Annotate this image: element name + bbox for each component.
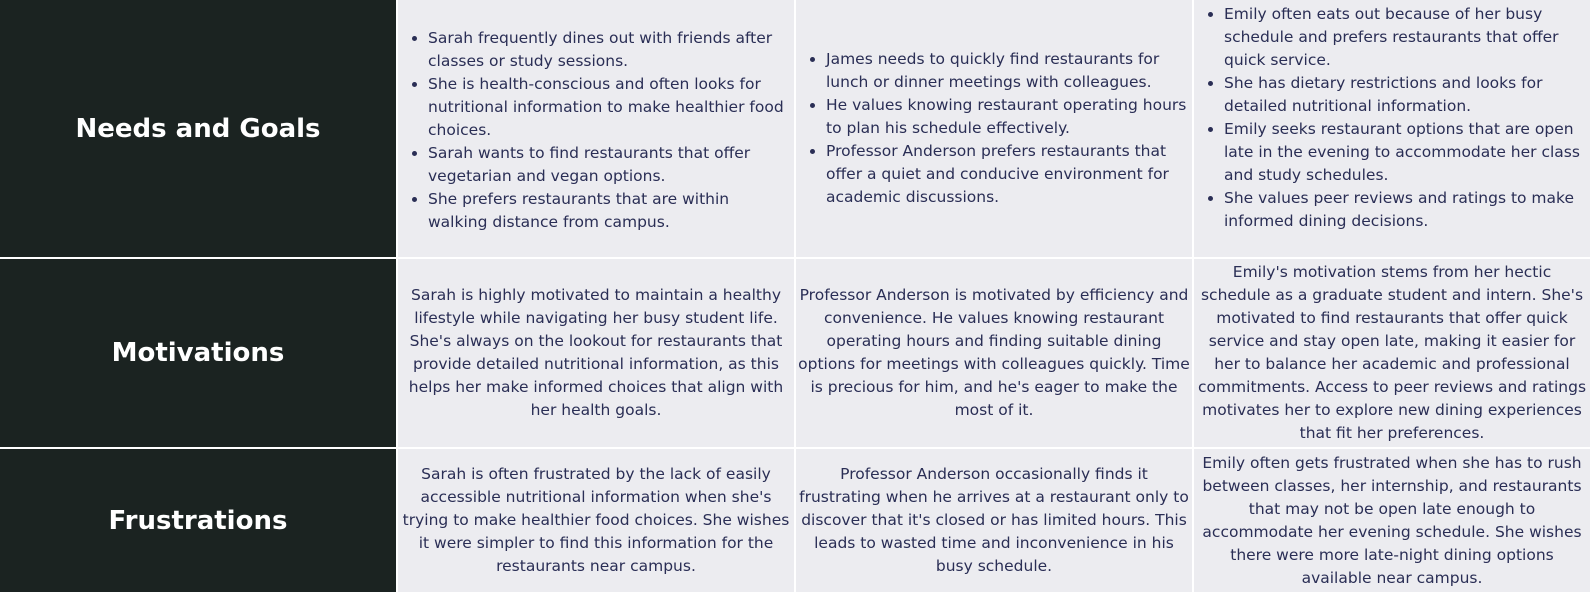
list-item: • She prefers restaurants that are within walking distance from campus.: [428, 188, 790, 234]
row-header-frustrations: [0, 449, 396, 592]
frustrations-text-emily: Emily often gets frustrated when she has to rush between classes, her internship, and restaurants that may not be open late enough to accommodate her evening schedule. She wishes there were more late-night dining options available near campus.: [1202, 453, 1582, 587]
list-item: • He values knowing restaurant operating hours to plan his schedule effectively.: [826, 94, 1188, 140]
frustrations-text-james: Professor Anderson occasionally finds it frustrating when he arrives at a restaurant only to discover that it's closed or has limited hours. This leads to wasted time and inconvenience in his busy schedule.: [799, 465, 1189, 575]
needs-list-emily: [1194, 3, 1590, 233]
list-item: • She has dietary restrictions and looks for detailed nutritional information.: [1224, 72, 1586, 118]
motivations-cell-sarah: [396, 259, 794, 449]
frustrations-cell-james: [794, 449, 1192, 592]
list-item: • Emily often eats out because of her busy schedule and prefers restaurants that offer quick service.: [1224, 3, 1586, 72]
motivations-cell-emily: [1192, 259, 1590, 449]
list-item: • Sarah wants to find restaurants that offer vegetarian and vegan options.: [428, 142, 790, 188]
row-header-label: Frustrations: [108, 505, 288, 536]
list-item: • She values peer reviews and ratings to make informed dining decisions.: [1224, 187, 1586, 233]
row-header-label: Needs and Goals: [75, 113, 321, 144]
motivations-text-sarah: Sarah is highly motivated to maintain a healthy lifestyle while navigating her busy student life. She's always on the lookout for restaurants that provide detailed nutritional information, as this helps her make informed choices that align with her health goals.: [408, 286, 784, 419]
needs-cell-emily: [1192, 0, 1590, 259]
frustrations-text-sarah: Sarah is often frustrated by the lack of easily accessible nutritional information when she's trying to make healthier food choices. She wishes it were simpler to find this information for the restaurants near campus.: [402, 465, 790, 575]
list-item: • Emily seeks restaurant options that are open late in the evening to accommodate her class and study schedules.: [1224, 118, 1586, 187]
frustrations-cell-emily: [1192, 449, 1590, 592]
needs-list-sarah: [398, 27, 794, 234]
needs-list-james: [796, 48, 1192, 209]
needs-cell-sarah: [396, 0, 794, 259]
motivations-text-james: Professor Anderson is motivated by efficiency and convenience. He values knowing restaurant operating hours and finding suitable dining options for meetings with colleagues quickly. Time is precious for him, and he's eager to make the most of it.: [798, 286, 1190, 419]
frustrations-cell-sarah: [396, 449, 794, 592]
row-header-motivations: [0, 259, 396, 449]
list-item: • Professor Anderson prefers restaurants that offer a quiet and conducive environment for academic discussions.: [826, 140, 1188, 209]
row-header-label: Motivations: [111, 338, 285, 368]
list-item: • James needs to quickly find restaurants for lunch or dinner meetings with colleagues.: [826, 48, 1188, 94]
motivations-text-emily: Emily's motivation stems from her hectic schedule as a graduate student and intern. She's motivated to find restaurants that offer quick service and stay open late, making it easier for her to balance her academic and professional commitments. Access to peer reviews and ratings motivates her to explore new dining experiences that fit her preferences.: [1197, 263, 1587, 442]
row-header-needs-and-goals: [0, 0, 396, 259]
list-item: • Sarah frequently dines out with friends after classes or study sessions.: [428, 27, 790, 73]
list-item: • She is health-conscious and often looks for nutritional information to make healthier food choices.: [428, 73, 790, 142]
needs-cell-james: [794, 0, 1192, 259]
motivations-cell-james: [794, 259, 1192, 449]
